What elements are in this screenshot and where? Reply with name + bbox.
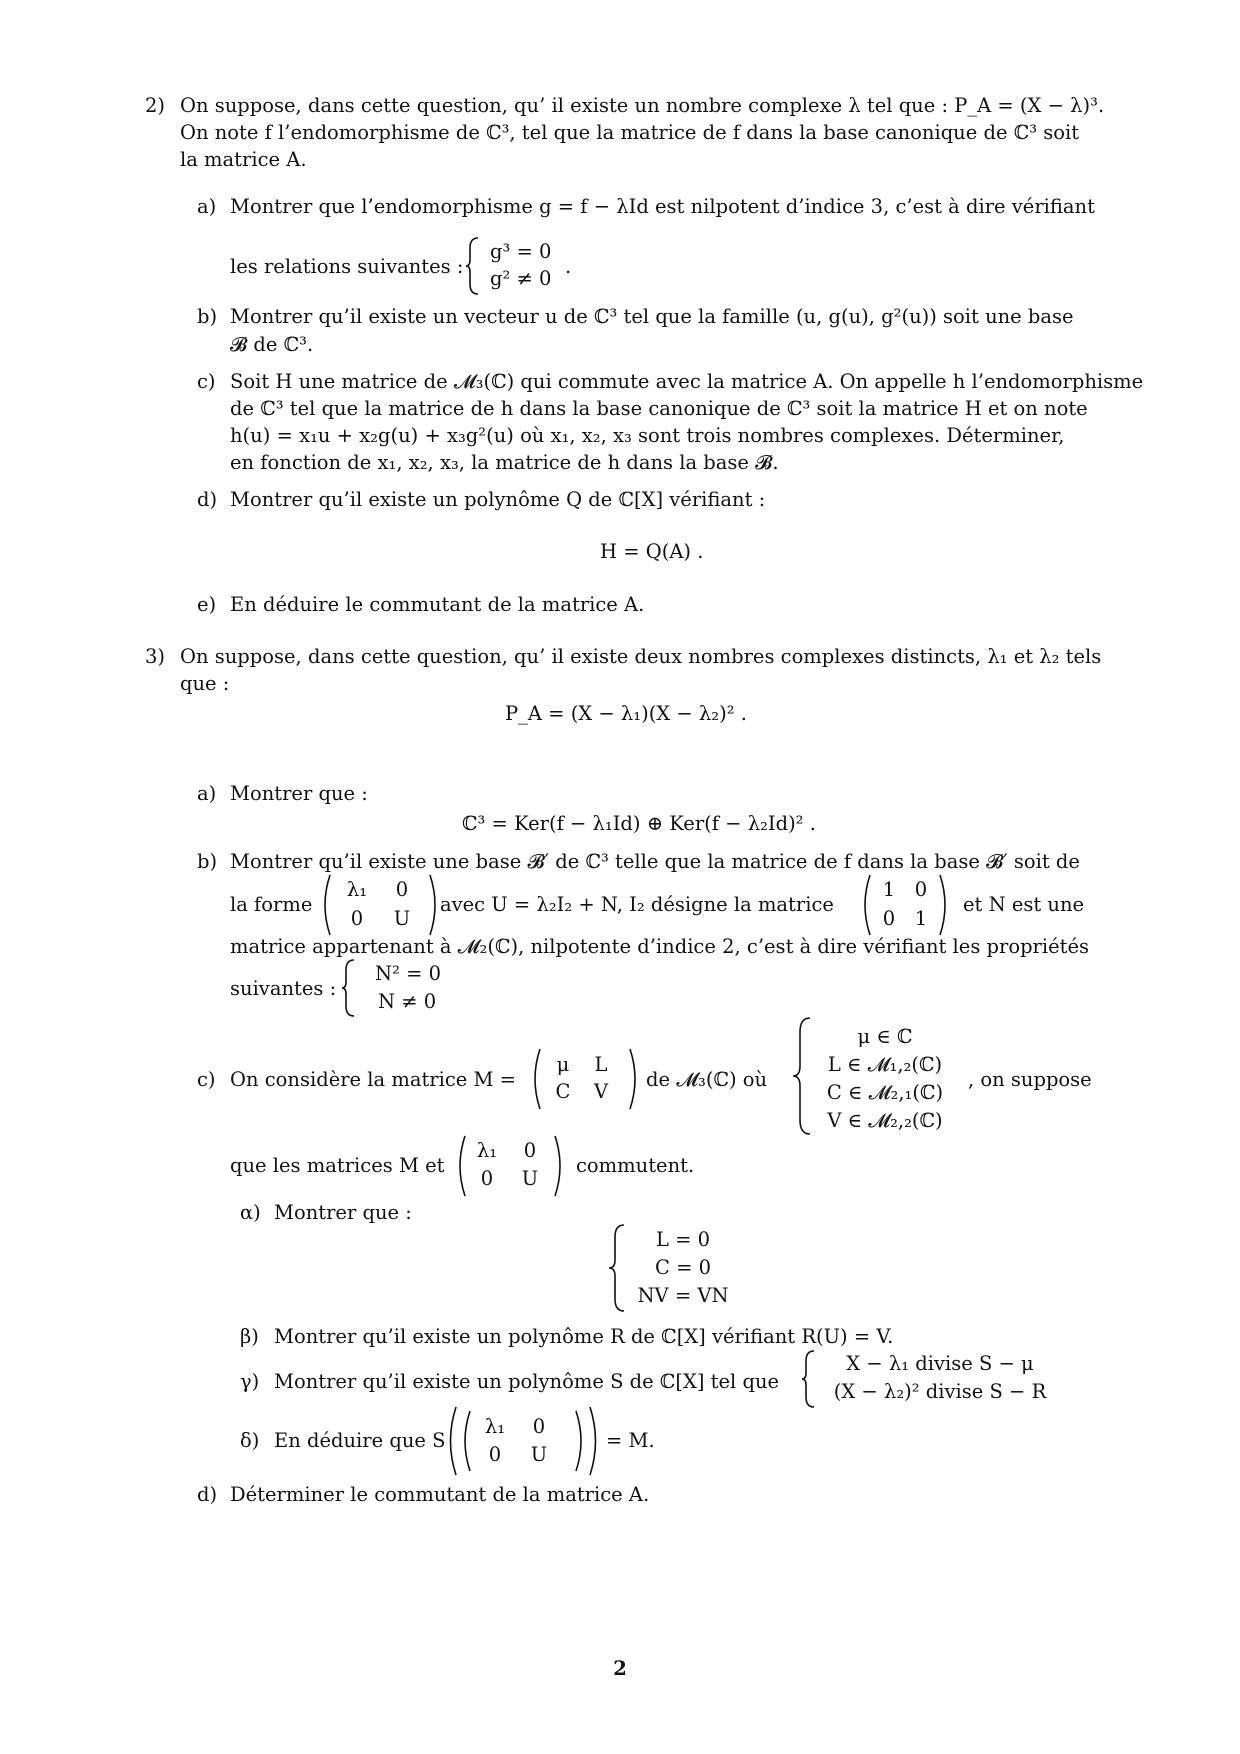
- q3b-i11: 1: [882, 878, 896, 901]
- q2a-line1: Montrer que l’endomorphisme g = f − λId est nilpotent d’indice 3, c’est à dire vérifiant: [230, 195, 1095, 218]
- q3c-cond4: V ∈ 𝓜₂,₂(ℂ): [827, 1109, 943, 1132]
- q3b-m12: 0: [395, 878, 409, 901]
- q3a-label: a): [197, 782, 217, 805]
- q2-label: 2): [145, 94, 166, 117]
- q3c-alpha-r1: L = 0: [655, 1228, 711, 1251]
- q3b-tail: et N est une: [963, 893, 1085, 916]
- q2d-label: d): [197, 488, 218, 511]
- q3c-gamma-brace: [800, 1349, 818, 1409]
- q3b-i21: 0: [882, 907, 896, 930]
- q2a-rel2: g² ≠ 0: [490, 267, 552, 290]
- q3c-matrix-parens: [530, 1046, 640, 1112]
- q3c-cond2: L ∈ 𝓜₁,₂(ℂ): [827, 1053, 943, 1076]
- q3b-m21: 0: [350, 907, 364, 930]
- q3c-beta-label: β): [240, 1325, 259, 1348]
- q3c-m21: C: [555, 1080, 571, 1103]
- q3c-de: de 𝓜₃(ℂ) où: [646, 1068, 768, 1091]
- q3c-suppose: , on suppose: [968, 1068, 1092, 1091]
- q3c-alpha-label: α): [240, 1201, 261, 1224]
- q3c-n22: U: [521, 1167, 539, 1190]
- q2a-label: a): [197, 195, 217, 218]
- q2e-label: e): [197, 593, 217, 616]
- q3b-brace: [340, 958, 358, 1018]
- q2c-line4: en fonction de x₁, x₂, x₃, la matrice de h dans la base 𝓑.: [230, 451, 779, 474]
- q3c-alpha-text: Montrer que :: [274, 1201, 412, 1224]
- q3c-m11: μ: [556, 1053, 570, 1076]
- q3c-cond1: μ ∈ ℂ: [857, 1025, 913, 1048]
- q2c-line2: de ℂ³ tel que la matrice de h dans la base canonique de ℂ³ soit la matrice H et on note: [230, 397, 1088, 420]
- q3c-alpha-brace: [606, 1223, 628, 1313]
- q3-line1: On suppose, dans cette question, qu’ il existe deux nombres complexes distincts, λ₁ et λ₂ tels: [180, 645, 1102, 668]
- q3c-gamma-r2: (X − λ₂)² divise S − R: [833, 1380, 1047, 1403]
- q3c-delta-end: = M.: [606, 1429, 655, 1452]
- q3-line2: que :: [180, 672, 230, 695]
- q2a-end: .: [565, 255, 572, 278]
- q3c-cond3: C ∈ 𝓜₂,₁(ℂ): [826, 1081, 944, 1104]
- q3c-delta-label: δ): [240, 1429, 260, 1452]
- q3b-label: b): [197, 850, 218, 873]
- q3d-line1: Déterminer le commutant de la matrice A.: [230, 1483, 650, 1506]
- q3-eq: P_A = (X − λ₁)(X − λ₂)² .: [505, 702, 747, 725]
- q3c-beta-text: Montrer qu’il existe un polynôme R de ℂ[X] vérifiant R(U) = V.: [274, 1325, 894, 1348]
- q3b-i12: 0: [914, 878, 928, 901]
- q3c-n21: 0: [480, 1167, 494, 1190]
- q3c-delta-d12: 0: [532, 1415, 546, 1438]
- q3-label: 3): [145, 645, 166, 668]
- q3b-line3: matrice appartenant à 𝓜₂(ℂ), nilpotente d’indice 2, c’est à dire vérifiant les propriétés: [230, 935, 1090, 958]
- q3c-label: c): [197, 1068, 216, 1091]
- q3b-rel1: N² = 0: [375, 962, 442, 985]
- q3c-n12: 0: [523, 1139, 537, 1162]
- q2a-rel1: g³ = 0: [490, 240, 552, 263]
- q2c-line3: h(u) = x₁u + x₂g(u) + x₃g²(u) où x₁, x₂, x₃ sont trois nombres complexes. Déterminer,: [230, 424, 1065, 447]
- q3a-eq: ℂ³ = Ker(f − λ₁Id) ⊕ Ker(f − λ₂Id)² .: [462, 812, 816, 835]
- q2b-line1: Montrer qu’il existe un vecteur u de ℂ³ tel que la famille (u, g(u), g²(u)) soit une base: [230, 305, 1074, 328]
- q3a-line1: Montrer que :: [230, 782, 368, 805]
- q2b-line2: 𝓑 de ℂ³.: [230, 333, 314, 356]
- q2d-eq: H = Q(A) .: [600, 540, 704, 563]
- q3b-rel2: N ≠ 0: [378, 990, 437, 1013]
- q3c-line2b: commutent.: [576, 1154, 695, 1177]
- q2a-intro: les relations suivantes :: [230, 255, 464, 278]
- q3c-intro: On considère la matrice M =: [230, 1068, 517, 1091]
- q2c-line1: Soit H une matrice de 𝓜₃(ℂ) qui commute avec la matrice A. On appelle h l’endomorphisme: [230, 370, 1144, 393]
- q3b-identity-parens: [860, 872, 950, 938]
- q3c-delta-d11: λ₁: [484, 1415, 506, 1438]
- q3c-gamma-r1: X − λ₁ divise S − μ: [846, 1352, 1034, 1375]
- q3c-alpha-r2: C = 0: [654, 1256, 712, 1279]
- q3c-line2a: que les matrices M et: [230, 1154, 445, 1177]
- q3c-alpha-r3: NV = VN: [637, 1284, 729, 1307]
- q3c-gamma-text: Montrer qu’il existe un polynôme S de ℂ[X] tel que: [274, 1370, 780, 1393]
- q2-line2: On note f l’endomorphisme de ℂ³, tel que la matrice de f dans la base canonique de ℂ³ soit: [180, 121, 1080, 144]
- q3c-brace: [790, 1016, 814, 1136]
- q3d-label: d): [197, 1483, 218, 1506]
- q2-line1: On suppose, dans cette question, qu’ il existe un nombre complexe λ tel que : P_A = (X − λ)³.: [180, 94, 1105, 117]
- q3c-gamma-label: γ): [240, 1370, 260, 1393]
- q3b-m22: U: [393, 907, 411, 930]
- q3b-matrix-parens: [320, 872, 440, 938]
- q2e-line1: En déduire le commutant de la matrice A.: [230, 593, 645, 616]
- q3c-delta-d22: U: [530, 1443, 548, 1466]
- q2a-brace: [464, 236, 482, 296]
- q2b-label: b): [197, 305, 218, 328]
- q3b-line1: Montrer qu’il existe une base 𝓑′ de ℂ³ telle que la matrice de f dans la base 𝓑′ soit de: [230, 850, 1080, 873]
- q3b-intro: suivantes :: [230, 977, 337, 1000]
- q3c-m22: V: [593, 1080, 609, 1103]
- q2-line3: la matrice A.: [180, 148, 307, 171]
- q3c-n11: λ₁: [476, 1139, 498, 1162]
- q3c-delta-text: En déduire que S: [274, 1429, 446, 1452]
- q3c-delta-d21: 0: [488, 1443, 502, 1466]
- q3b-forme-label: la forme: [230, 893, 313, 916]
- q2d-line1: Montrer qu’il existe un polynôme Q de ℂ[X] vérifiant :: [230, 488, 766, 511]
- q2c-label: c): [197, 370, 216, 393]
- q3c-m12: L: [594, 1053, 608, 1076]
- q3b-mid: avec U = λ₂I₂ + N, I₂ désigne la matrice: [440, 893, 834, 916]
- q3b-m11: λ₁: [346, 878, 368, 901]
- page-number: 2: [613, 1657, 627, 1680]
- q3b-i22: 1: [914, 907, 928, 930]
